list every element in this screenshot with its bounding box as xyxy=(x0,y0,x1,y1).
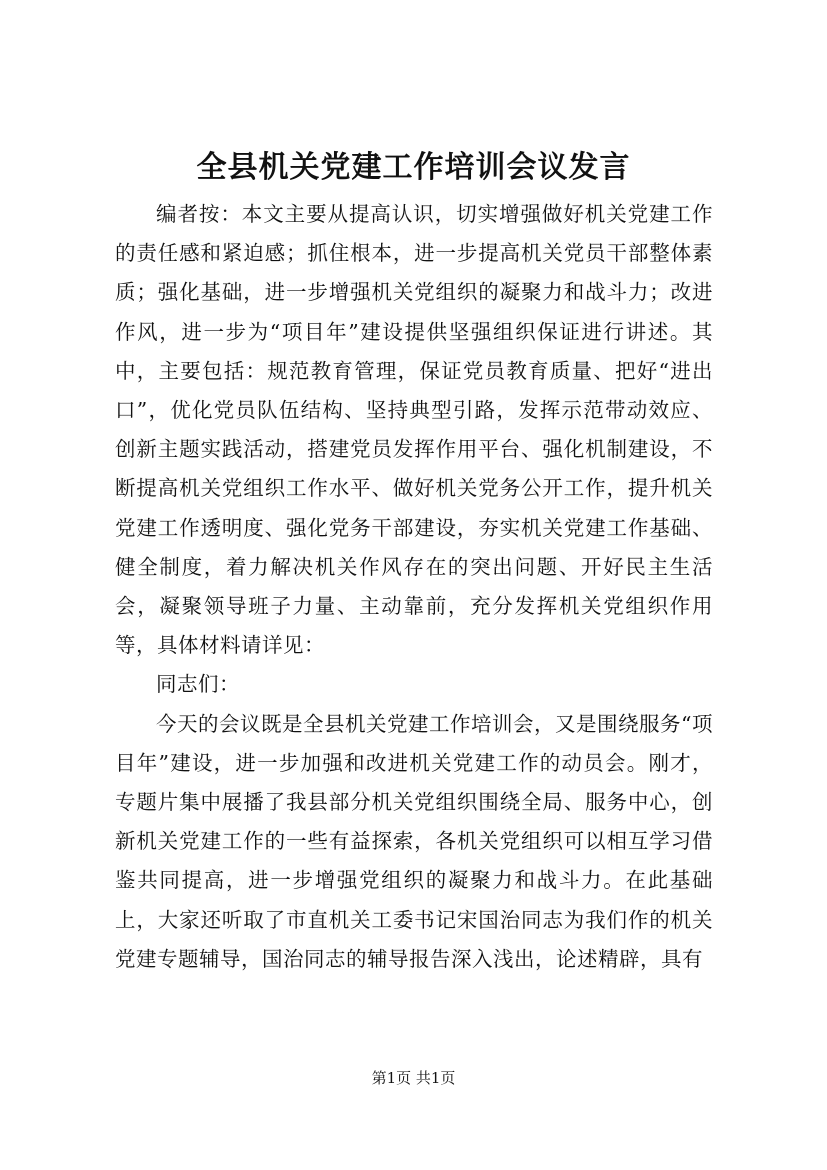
body-paragraph: 今天的会议既是全县机关党建工作培训会，又是围绕服务“项目年”建设，进一步加强和改进机关党建工作的动员会。刚才，专题片集中展播了我县部分机关党组织围绕全局、服务中心，创新机关党建工作的一些有益探索，各机关党组织可以相互学习借鉴共同提高，进一步增强党组织的凝聚力和战斗力。在此基础上，大家还听取了市直机关工委书记宋国治同志为我们作的机关党建专题辅导，国治同志的辅导报告深入浅出，论述精辟，具有 xyxy=(115,711,713,971)
editor-note-paragraph: 编者按：本文主要从提高认识，切实增强做好机关党建工作的责任感和紧迫感；抓住根本，进一步提高机关党员干部整体素质；强化基础，进一步增强机关党组织的凝聚力和战斗力；改进作风，进一步为“项目年”建设提供坚强组织保证进行讲述。其中，主要包括：规范教育管理，保证党员教育质量、把好“进出口”，优化党员队伍结构、坚持典型引路，发挥示范带动效应、创新主题实践活动，搭建党员发挥作用平台、强化机制建设，不断提高机关党组织工作水平、做好机关党务公开工作，提升机关党建工作透明度、强化党务干部建设，夯实机关党建工作基础、健全制度，着力解决机关作风存在的突出问题、开好民主生活会，凝聚领导班子力量、主动靠前，充分发挥机关党组织作用等，具体材料请详见： xyxy=(115,202,713,658)
document-body xyxy=(115,195,713,979)
salutation-paragraph: 同志们： xyxy=(156,672,240,697)
document-title: 全县机关党建工作培训会议发言 xyxy=(196,150,631,185)
page-number-footer: 第1页 共1页 xyxy=(371,1069,456,1087)
